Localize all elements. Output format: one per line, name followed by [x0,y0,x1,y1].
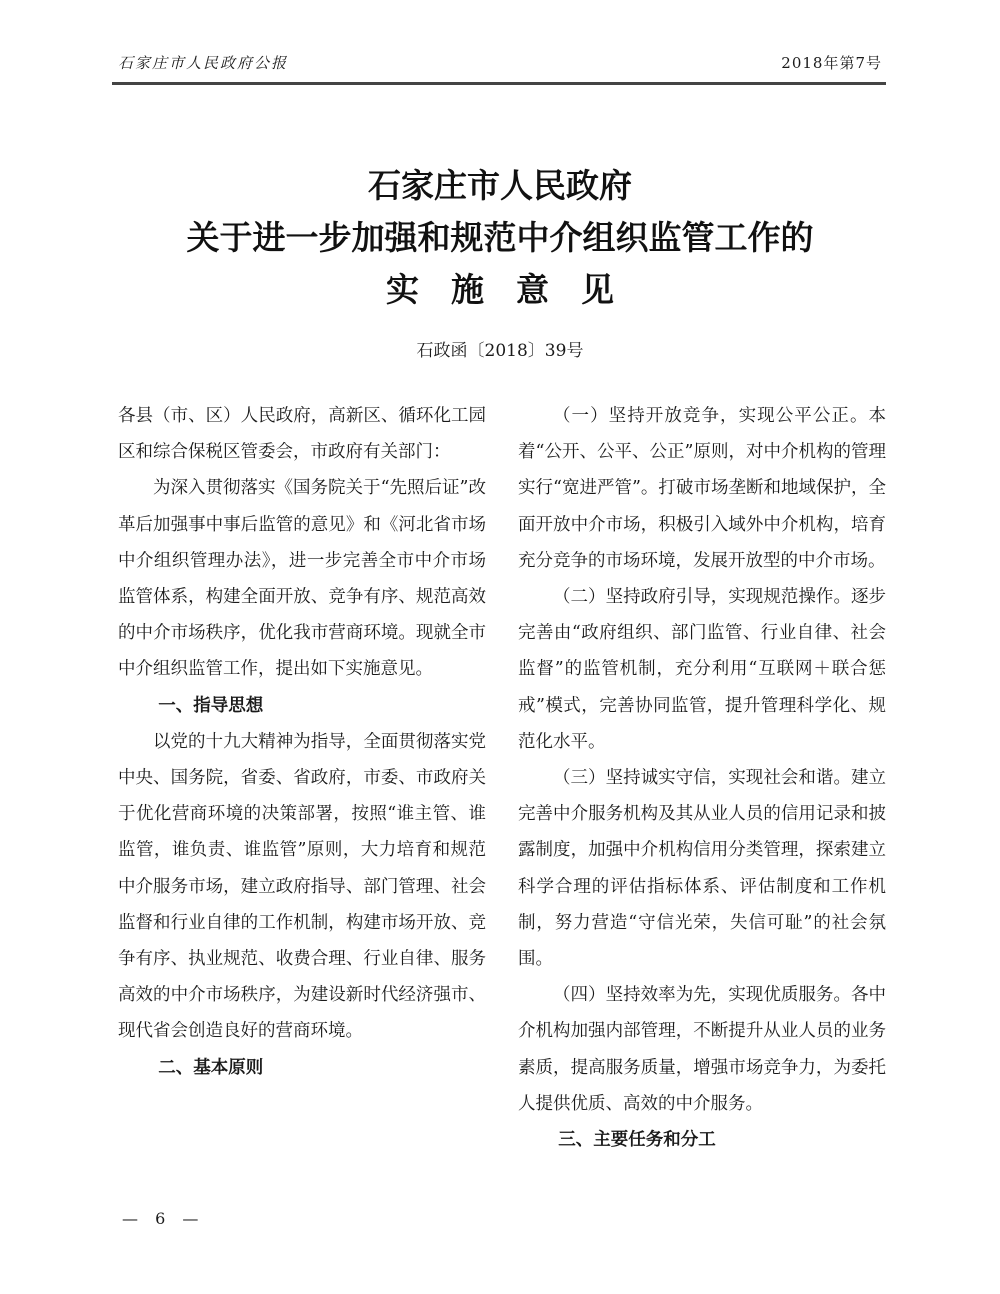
page-number: — 6 — [122,1209,205,1228]
title-line-3: 实施意见 [386,270,646,309]
right-column [518,398,886,1158]
section-heading-3: 三、主要任务和分工 [558,1130,716,1151]
section-heading-2: 二、基本原则 [158,1057,264,1078]
title-line-2: 关于进一步加强和规范中介组织监管工作的 [186,218,814,257]
publication-name: 石家庄市人民政府公报 [118,54,289,72]
title-line-1: 石家庄市人民政府 [368,166,632,205]
principle-3: （三）坚持诚实守信，实现社会和谐。建立完善中介服务机构及其从业人员的信用记录和披露制度，加强中介机构信用分类管理，探索建立科学合理的评估指标体系、评估制度和工作机制，努力营造“守信光荣，失信可耻”的社会氛围。 [518,768,886,970]
intro-paragraph: 为深入贯彻落实《国务院关于“先照后证”改革后加强事中事后监管的意见》和《河北省市场中介组织管理办法》，进一步完善全市中介市场监管体系，构建全面开放、竞争有序、规范高效的中介市场秩序，优化我市营商环境。现就全市中介组织监管工作，提出如下实施意见。 [118,478,486,680]
left-column [118,398,486,1086]
running-header [118,52,882,82]
section-1-body: 以党的十九大精神为指导，全面贯彻落实党中央、国务院，省委、省政府，市委、市政府关于优化营商环境的决策部署，按照“谁主管、谁监管，谁负责、谁监管”原则，大力培育和规范中介服务市场，建立政府指导、部门管理、社会监督和行业自律的工作机制，构建市场开放、竞争有序、执业规范、收费合理、行业自律、服务高效的中介市场秩序，为建设新时代经济强市、现代省会创造良好的营商环境。 [118,731,486,1042]
section-heading-1: 一、指导思想 [158,695,264,716]
document-number: 石政函〔2018〕39号 [416,341,584,361]
principle-2: （二）坚持政府引导，实现规范操作。逐步完善由“政府组织、部门监管、行业自律、社会监督”的监管机制，充分利用“互联网＋联合惩戒”模式，完善协同监管，提升管理科学化、规范化水平。 [518,587,886,752]
principle-4: （四）坚持效率为先，实现优质服务。各中介机构加强内部管理，不断提升从业人员的业务素质，提高服务质量，增强市场竞争力，为委托人提供优质、高效的中介服务。 [518,985,886,1114]
principle-1: （一）坚持开放竞争，实现公平公正。本着“公开、公平、公正”原则，对中介机构的管理实行“宽进严管”。打破市场垄断和地域保护，全面开放中介市场，积极引入域外中介机构，培育充分竞争的市场环境，发展开放型的中介市场。 [518,406,886,571]
issue-number: 2018年第7号 [781,54,882,72]
document-title [0,160,1000,316]
salutation: 各县（市、区）人民政府，高新区、循环化工园区和综合保税区管委会，市政府有关部门： [118,406,486,463]
header-rule [112,82,886,85]
